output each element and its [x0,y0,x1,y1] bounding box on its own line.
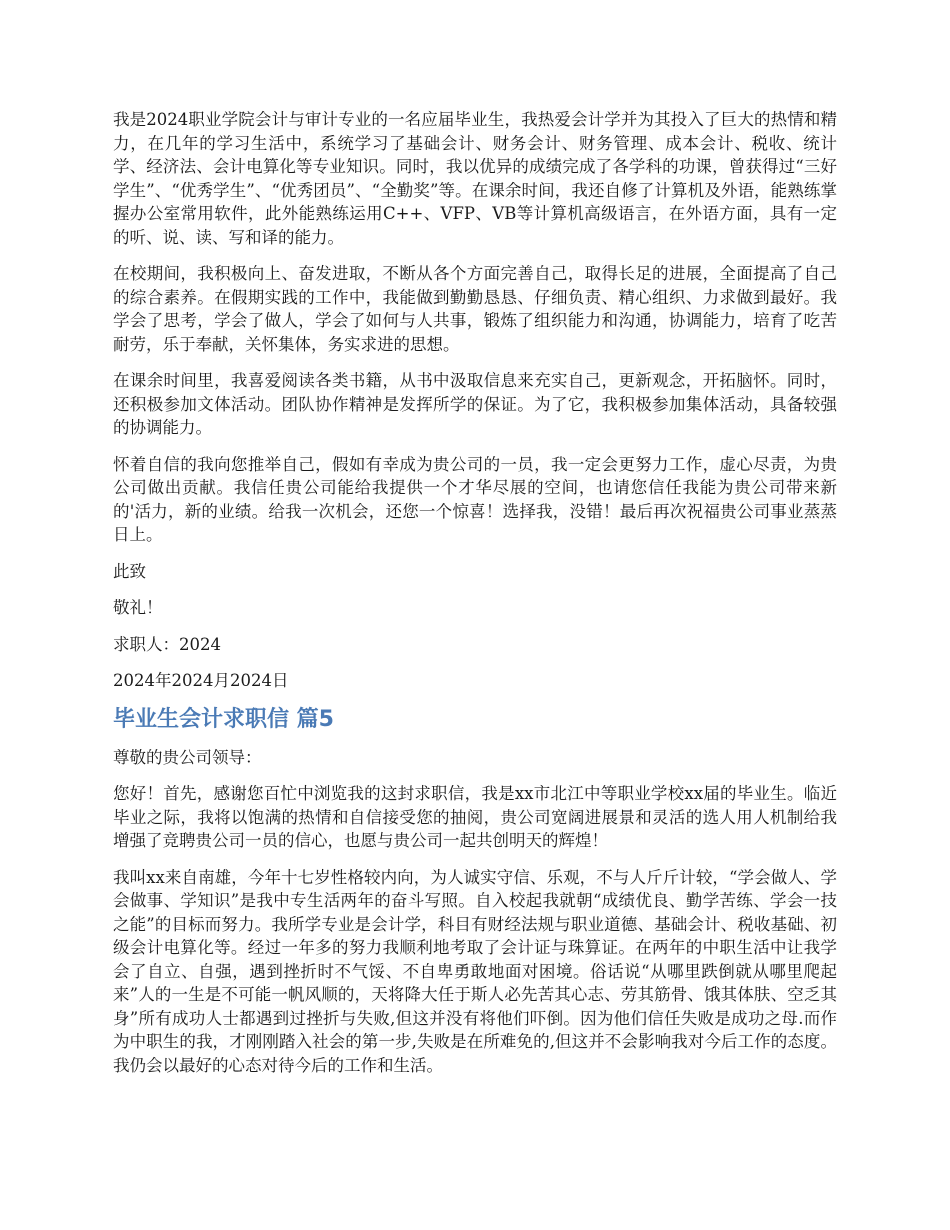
paragraph-spare-time: 在课余时间里，我喜爱阅读各类书籍，从书中汲取信息来充实自己，更新观念，开拓脑怀。同时，还积极参加文体活动。团队协作精神是发挥所学的保证。为了它，我积极参加集体活动，具备较强的协调能力。 [113,371,837,437]
closing-salute: 敬礼！ [113,598,163,617]
paragraph-greeting: 您好！首先，感谢您百忙中浏览我的这封求职信，我是xx市北江中等职业学校xx届的毕业生。临近毕业之际，我将以饱满的热情和自信接受您的抽阅，贵公司宽阔进展景和灵活的选人用人机制给我增强了竞聘贵公司一员的信心，也愿与贵公司一起共创明天的辉煌！ [113,784,837,850]
closing-line: 此致 [113,561,146,581]
paragraph-school-period: 在校期间，我积极向上、奋发进取，不断从各个方面完善自己，取得长足的进展，全面提高了自己的综合素养。在假期实践的工作中，我能做到勤勤恳恳、仔细负责、精心组织、力求做到最好。我学会了思考，学会了做人，学会了如何与人共事，锻炼了组织能力和沟通，协调能力，培育了吃苦耐劳，乐于奉献，关怀集体，务实求进的思想。 [113,264,837,354]
signer-line: 求职人：2024 [113,634,221,654]
paragraph-self-intro: 我叫xx来自南雄，今年十七岁性格较内向，为人诚实守信、乐观，不与人斤斤计较，“学会做人、学会做事、学知识”是我中专生活两年的奋斗写照。自入校起我就朝“成绩优良、勤学苦练、学会一技之能”的目标而努力。我所学专业是会计学，科目有财经法规与职业道德、基础会计、税收基础、初级会计电算化等。经过一年多的努力我顺利地考取了会计证与珠算证。在两年的中职生活中让我学会了自立、自强，遇到挫折时不气馁、不自卑勇敢地面对困境。俗话说“从哪里跌倒就从哪里爬起来”人的一生是不可能一帆风顺的，天将降大任于斯人必先苦其心志、劳其筋骨、饿其体肤、空乏其身”所有成功人士都遇到过挫折与失败,但这并没有将他们吓倒。因为他们信任失败是成功之母.而作为中职生的我，才刚刚踏入社会的第一步,失败是在所难免的,但这并不会影响我对今后工作的态度。我仍会以最好的心态对待今后的工作和生活。 [113,867,837,1075]
paragraph-intro: 我是2024职业学院会计与审计专业的一名应届毕业生，我热爱会计学并为其投入了巨大的热情和精力，在几年的学习生活中，系统学习了基础会计、财务会计、财务管理、成本会计、税收、统计学、经济法、会计电算化等专业知识。同时，我以优异的成绩完成了各学科的功课，曾获得过“三好学生”、“优秀学生”、“优秀团员”、“全勤奖”等。在课余时间，我还自修了计算机及外语，能熟练掌握办公室常用软件，此外能熟练运用C++、VFP、VB等计算机高级语言，在外语方面，具有一定的听、说、读、写和译的能力。 [113,110,837,247]
section-heading: 毕业生会计求职信 篇5 [113,706,334,732]
paragraph-recommendation: 怀着自信的我向您推举自己，假如有幸成为贵公司的一员，我一定会更努力工作，虚心尽责，为贵公司做出贡献。我信任贵公司能给我提供一个才华尽展的空间，也请您信任我能为贵公司带来新的'活力，新的业绩。给我一次机会，还您一个惊喜！选择我，没错！最后再次祝福贵公司事业蒸蒸日上。 [113,454,837,544]
document-page [113,108,837,1090]
date-line: 2024年2024月2024日 [113,671,289,690]
salutation-line: 尊敬的贵公司领导： [113,747,262,767]
